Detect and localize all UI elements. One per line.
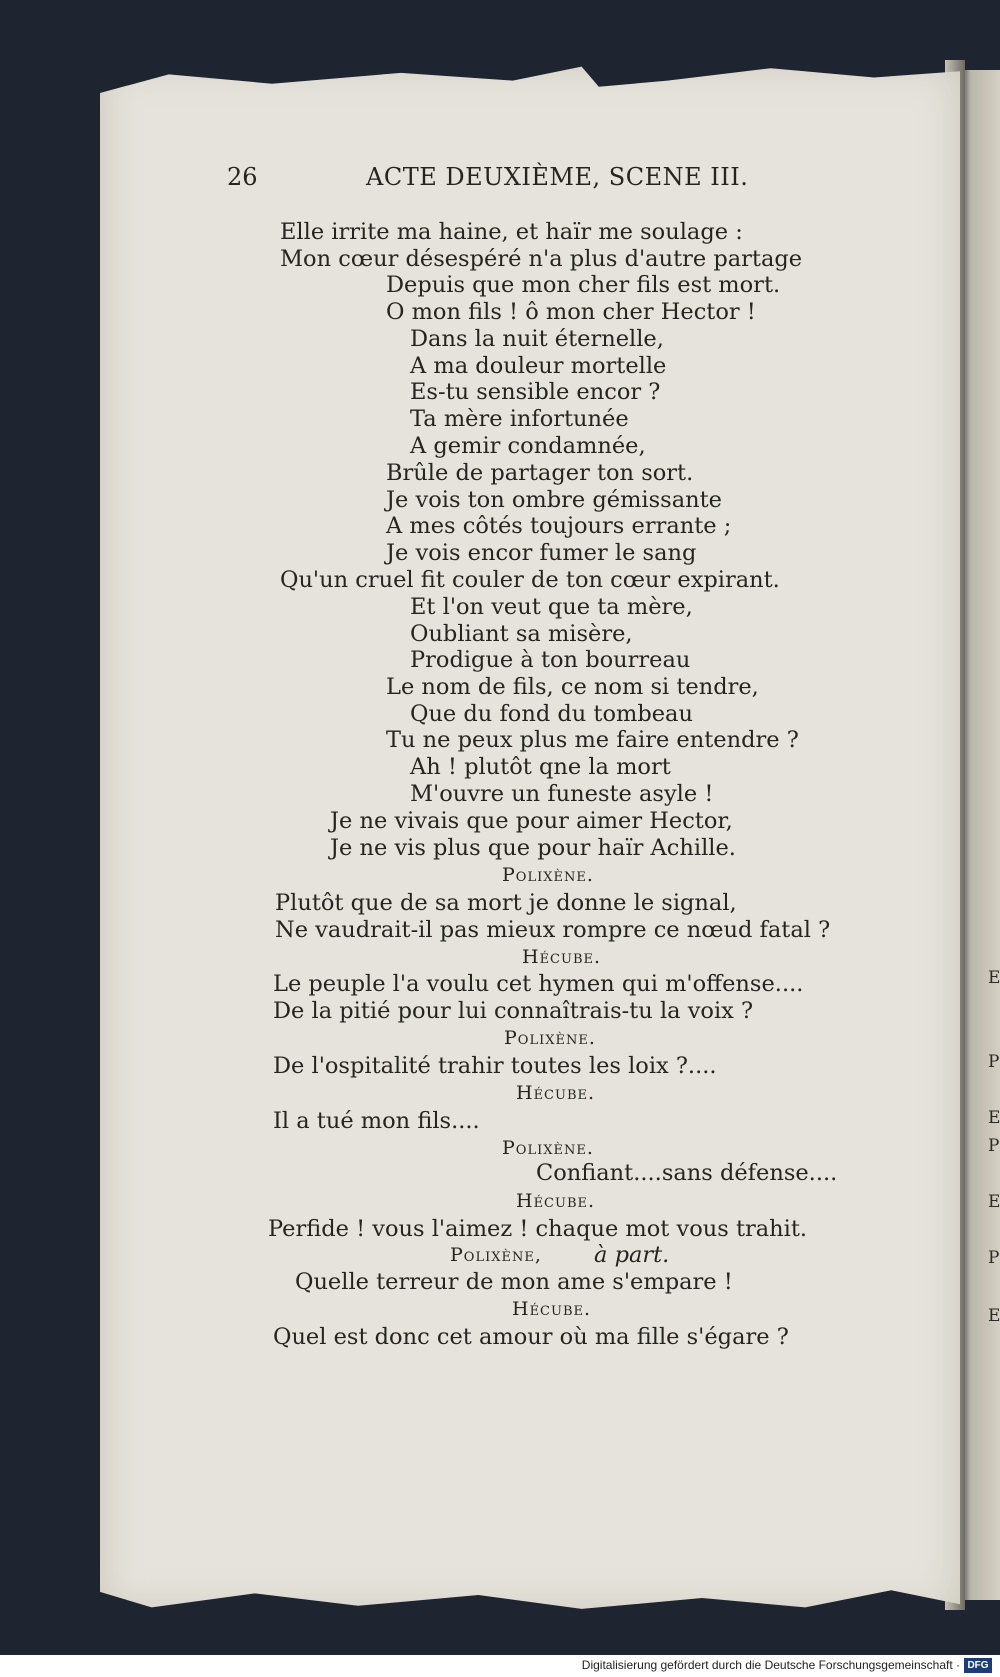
margin-fragment: P [988,1136,1000,1156]
verse-line: Le peuple l'a voulu cet hymen qui m'offense.... [273,971,804,997]
verse-line: M'ouvre un funeste asyle ! [410,781,714,807]
verse-line: A ma douleur mortelle [410,353,667,379]
verse-line: Depuis que mon cher fils est mort. [386,272,781,298]
margin-fragment: P [988,1052,1000,1072]
verse-line: Quelle terreur de mon ame s'empare ! [295,1269,733,1295]
verse-line: Elle irrite ma haine, et haïr me soulage : [280,219,743,245]
speaker-name: Hécube. [522,946,602,968]
verse-line: Ta mère infortunée [410,406,629,432]
verse-line: Je vois encor fumer le sang [386,540,697,566]
verse-line: De l'ospitalité trahir toutes les loix ?.... [273,1053,717,1079]
speaker-name: Polixène, [450,1244,542,1266]
verse-line: Qu'un cruel fit couler de ton cœur expirant. [280,567,780,593]
footer-credit: Digitalisierung gefördert durch die Deutsche Forschungsgemeinschaft · [581,1658,960,1672]
verse-line: Ne vaudrait-il pas mieux rompre ce nœud fatal ? [275,917,831,943]
verse-line: Brûle de partager ton sort. [386,460,694,486]
verse-line: A mes côtés toujours errante ; [386,513,732,539]
stage-direction: à part. [594,1242,670,1268]
verse-line: Confiant....sans défense.... [536,1160,838,1186]
speaker-name: Hécube. [512,1298,592,1320]
speaker-name: Polixène. [504,1027,596,1049]
margin-fragment: E [988,1192,1000,1212]
verse-line: Il a tué mon fils.... [273,1108,480,1134]
verse-line: Prodigue à ton bourreau [410,647,691,673]
verse-line: A gemir condamnée, [410,433,646,459]
running-head: ACTE DEUXIÈME, SCENE III. [366,163,749,191]
verse-line: Es-tu sensible encor ? [410,379,661,405]
verse-line: Oubliant sa misère, [410,621,633,647]
verse-line: Le nom de fils, ce nom si tendre, [386,674,759,700]
verse-line: Tu ne peux plus me faire entendre ? [386,727,799,753]
verse-line: O mon fils ! ô mon cher Hector ! [386,299,756,325]
verse-line: Et l'on veut que ta mère, [410,594,693,620]
verse-line: Que du fond du tombeau [410,701,693,727]
verse-line: Je ne vis plus que pour haïr Achille. [330,835,736,861]
verse-line: Dans la nuit éternelle, [410,326,664,352]
speaker-name: Hécube. [516,1082,596,1104]
verse-line: De la pitié pour lui connaîtrais-tu la voix ? [273,998,754,1024]
verse-line: Plutôt que de sa mort je donne le signal, [275,890,737,916]
speaker-name: Polixène. [502,1137,594,1159]
verse-line: Quel est donc cet amour où ma fille s'égare ? [273,1324,789,1350]
dfg-logo: DFG [964,1658,992,1673]
page-number: 26 [227,163,258,191]
footer-bar [0,1655,1000,1677]
speaker-name: Polixène. [502,864,594,886]
margin-fragment: E [988,968,1000,988]
verse-line: Je vois ton ombre gémissante [386,487,722,513]
verse-line: Ah ! plutôt qne la mort [410,754,671,780]
verse-line: Mon cœur désespéré n'a plus d'autre partage [280,246,803,272]
verse-line: Je ne vivais que pour aimer Hector, [330,808,733,834]
margin-fragment: E [988,1108,1000,1128]
margin-fragment: E [988,1306,1000,1326]
speaker-name: Hécube. [516,1190,596,1212]
margin-fragment: P [988,1248,1000,1268]
verse-line: Perfide ! vous l'aimez ! chaque mot vous trahit. [268,1216,808,1242]
